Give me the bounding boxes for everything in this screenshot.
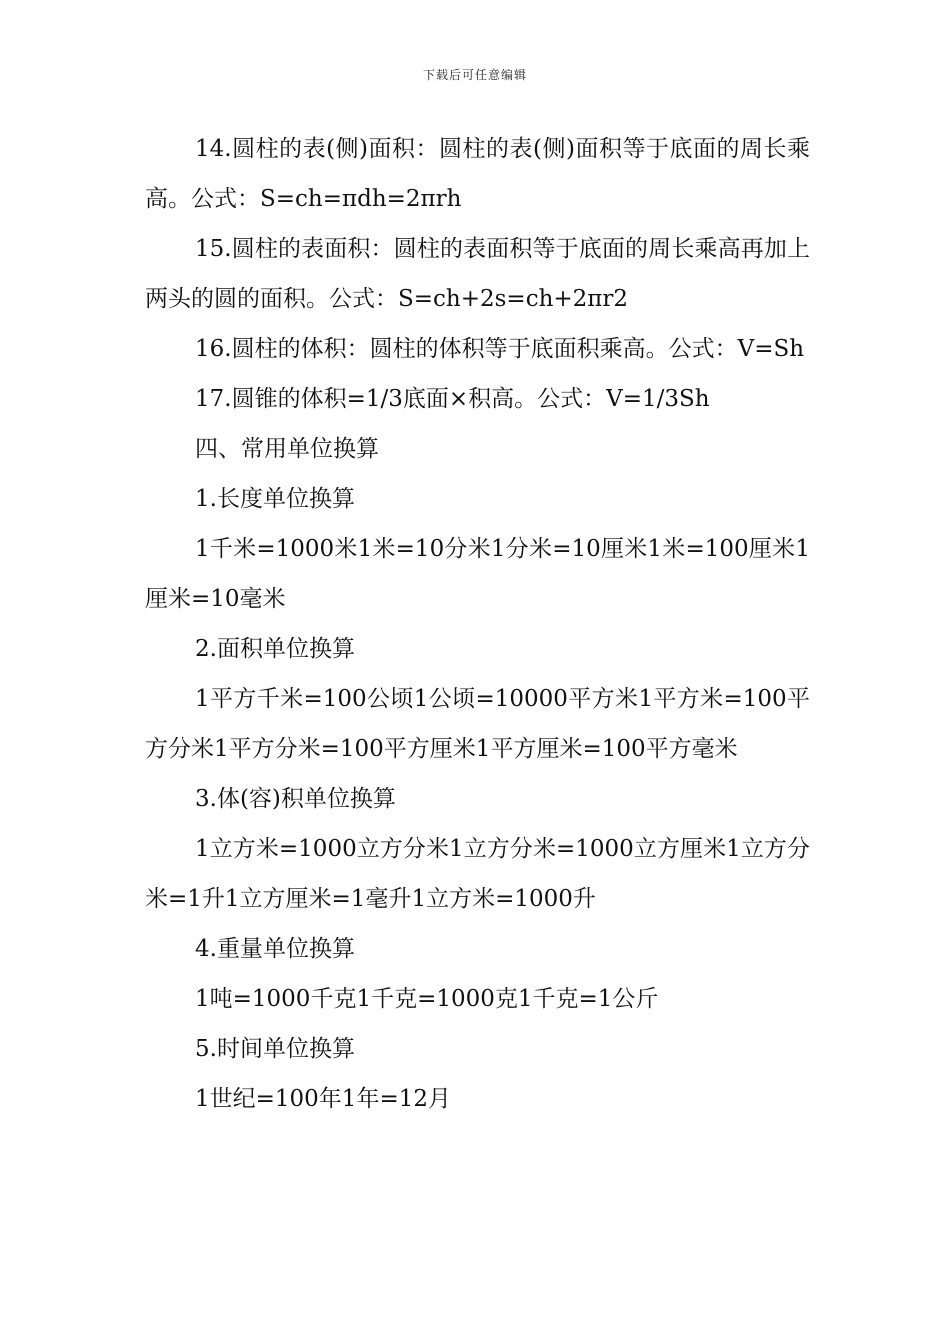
- subheading-weight-units: 4.重量单位换算: [195, 936, 355, 962]
- paragraph-cone-volume: 17.圆锥的体积=1/3底面×积高。公式：V=1/3Sh: [195, 386, 710, 412]
- paragraph-cylinder-volume: 16.圆柱的体积：圆柱的体积等于底面积乘高。公式：V=Sh: [195, 336, 805, 362]
- subheading-length-units: 1.长度单位换算: [195, 486, 355, 512]
- paragraph-area-units: 1平方千米=100公顷1公顷=10000平方米1平方米=100平方分米1平方分米=100平方厘米1平方厘米=100平方毫米: [145, 686, 810, 762]
- subheading-volume-units: 3.体(容)积单位换算: [195, 786, 396, 812]
- subheading-area-units: 2.面积单位换算: [195, 636, 355, 662]
- subheading-time-units: 5.时间单位换算: [195, 1036, 355, 1062]
- section-heading-unit-conversion: 四、常用单位换算: [195, 436, 379, 462]
- paragraph-volume-units: 1立方米=1000立方分米1立方分米=1000立方厘米1立方分米=1升1立方厘米=1毫升1立方米=1000升: [145, 836, 810, 912]
- paragraph-weight-units: 1吨=1000千克1千克=1000克1千克=1公斤: [195, 986, 659, 1012]
- document-body: [145, 124, 810, 1124]
- header-note: 下载后可任意编辑: [422, 68, 527, 82]
- paragraph-length-units: 1千米=1000米1米=10分米1分米=10厘米1米=100厘米1厘米=10毫米: [145, 536, 810, 612]
- paragraph-cylinder-lateral-area: 14.圆柱的表(侧)面积：圆柱的表(侧)面积等于底面的周长乘高。公式：S=ch=πdh=2πrh: [145, 136, 810, 212]
- paragraph-time-units: 1世纪=100年1年=12月: [195, 1086, 451, 1112]
- paragraph-cylinder-surface-area: 15.圆柱的表面积：圆柱的表面积等于底面的周长乘高再加上两头的圆的面积。公式：S=ch+2s=ch+2πr2: [145, 236, 810, 312]
